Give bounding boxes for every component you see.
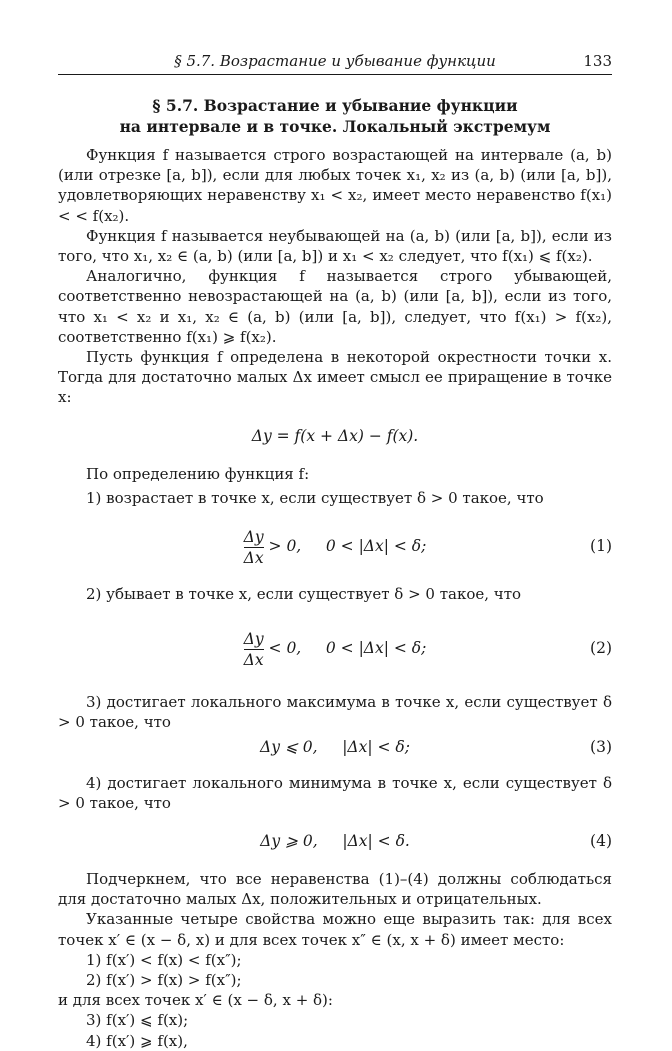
equation-1-numerator: Δy xyxy=(243,527,264,546)
paragraph-by-definition: По определению функция f: xyxy=(86,464,310,483)
equation-1-fraction xyxy=(244,527,264,568)
page xyxy=(58,48,612,1051)
equation-1-denominator: Δx xyxy=(243,548,264,567)
page-number: 133 xyxy=(583,52,612,70)
equation-1-rest: > 0, 0 < |Δx| < δ; xyxy=(268,537,427,556)
paragraph-increment: Пусть функция f определена в некоторой окрестности точки x. Тогда для достаточно малых Δx имеет смысл ее приращение в точке x: xyxy=(58,348,612,407)
section-title xyxy=(58,95,612,137)
header-rule xyxy=(58,74,612,75)
section-title-line-1: § 5.7. Возрастание и убывание функции xyxy=(152,96,518,115)
equation-3-text: Δy ⩽ 0, |Δx| < δ; xyxy=(260,737,410,756)
equation-1-label: (1) xyxy=(590,537,612,556)
body-text xyxy=(58,145,612,1051)
property-list-a xyxy=(58,950,612,990)
paragraph-item-2: 2) убывает в точке x, если существует δ > 0 такое, что xyxy=(86,585,522,604)
list-item: 3) f(x′) ⩽ f(x); xyxy=(86,1011,189,1030)
property-list-b xyxy=(58,1010,612,1050)
equation-2-rest: < 0, 0 < |Δx| < δ; xyxy=(268,639,427,658)
equation-1 xyxy=(58,520,612,572)
equation-4 xyxy=(58,829,612,853)
list-item: 4) f(x′) ⩾ f(x), xyxy=(86,1031,188,1050)
paragraph-strictly-increasing: Функция f называется строго возрастающей на интервале (a, b) (или отрезке [a, b]), если для любых точек x₁, x₂ из (a, b) (или [a, b]), удовлетворяющих неравенству x₁ < x₂, имеет место неравенство f(x₁) < < f(x₂). xyxy=(58,146,612,225)
paragraph-remark: Подчеркнем, что все неравенства (1)–(4) должны соблюдаться для достаточно малых Δx, положительных и отрицательных. xyxy=(58,870,612,909)
paragraph-decreasing: Аналогично, функция f называется строго убывающей, соответственно невозрастающей на (a, b) (или [a, b]), если из того, что x₁ < x₂ и x₁, x₂ ∈ (a, b) (или [a, b]), следует, что f(x₁) > f(x₂), соответственно f(x₁) ⩾ f(x₂). xyxy=(58,267,612,346)
equation-4-text: Δy ⩾ 0, |Δx| < δ. xyxy=(260,832,410,851)
paragraph-non-decreasing: Функция f называется неубывающей на (a, b) (или [a, b]), если из того, что x₁, x₂ ∈ (a, b) (или [a, b]) и x₁ < x₂ следует, что f(x₁) ⩽ f(x₂). xyxy=(58,226,612,266)
equation-4-label: (4) xyxy=(590,832,612,851)
list-item: 1) f(x′) < f(x) < f(x″); xyxy=(86,950,242,969)
equation-2 xyxy=(58,622,612,674)
equation-delta-y-text: Δy = f(x + Δx) − f(x). xyxy=(251,426,419,445)
running-header xyxy=(58,48,612,74)
list-item: 2) f(x′) > f(x) > f(x″); xyxy=(86,971,242,990)
equation-2-denominator: Δx xyxy=(243,650,264,669)
equation-3-label: (3) xyxy=(590,737,612,756)
equation-delta-y xyxy=(58,424,612,448)
paragraph-item-3: 3) достигает локального максимума в точке x, если существует δ > 0 такое, что xyxy=(58,693,612,732)
equation-3 xyxy=(58,735,612,759)
equation-2-numerator: Δy xyxy=(243,629,264,648)
paragraph-item-4: 4) достигает локального минимума в точке x, если существует δ > 0 такое, что xyxy=(58,773,612,812)
section-title-line-2: на интервале и в точке. Локальный экстремум xyxy=(119,117,551,136)
paragraph-for-all-points: и для всех точек x′ ∈ (x − δ, x + δ): xyxy=(58,991,333,1010)
equation-2-fraction xyxy=(244,629,264,670)
paragraph-four-properties: Указанные четыре свойства можно еще выразить так: для всех точек x′ ∈ (x − δ, x) и для всех точек x″ ∈ (x, x + δ) имеет место: xyxy=(58,910,612,949)
equation-2-label: (2) xyxy=(590,639,612,658)
running-title: § 5.7. Возрастание и убывание функции xyxy=(174,52,496,70)
paragraph-item-1: 1) возрастает в точке x, если существует δ > 0 такое, что xyxy=(86,488,544,507)
